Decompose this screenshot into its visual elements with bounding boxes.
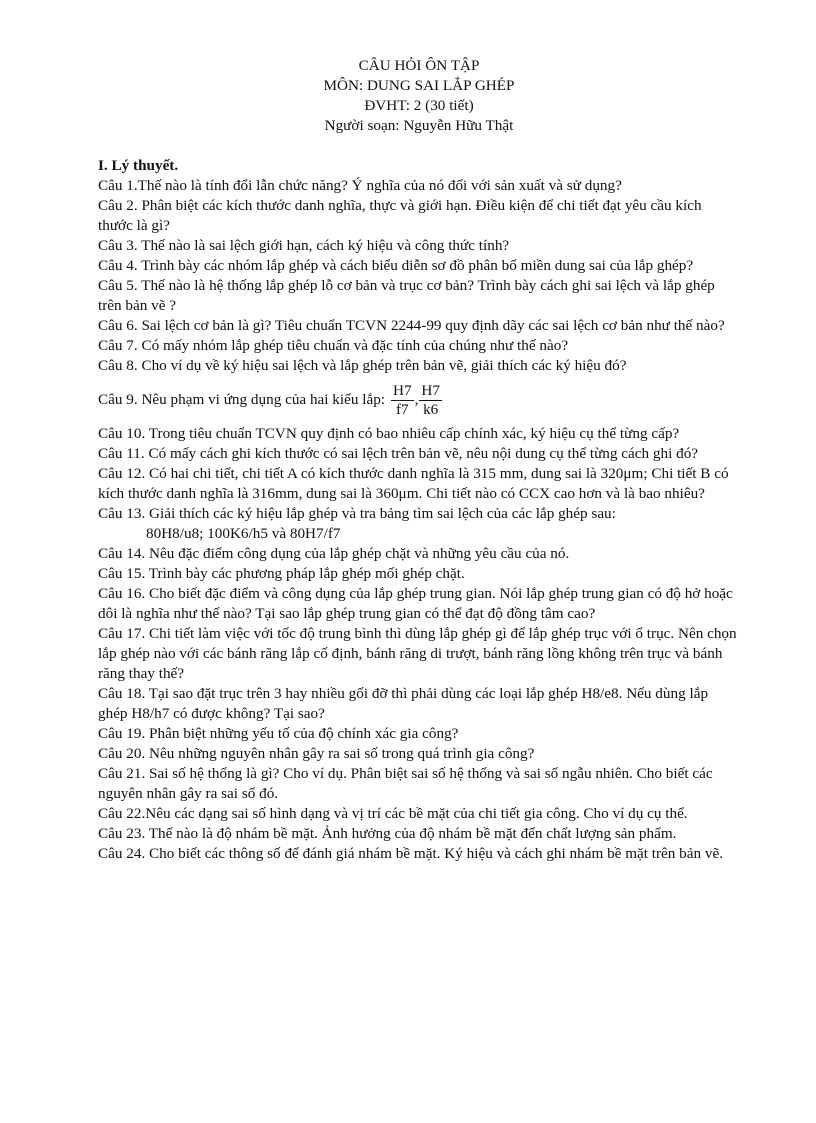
fit-1-shaft: f7 <box>395 400 409 418</box>
question-20: Câu 20. Nêu những nguyên nhân gây ra sai số trong quá trình gia công? <box>98 745 535 762</box>
question-16: Câu 16. Cho biết đặc điểm và công dụng của lắp ghép trung gian. Nói lắp ghép trung gian có độ hở hoặc dôi là nghĩa như thế nào? Tại sao lắp ghép trung gian có thể đạt độ đồng tâm cao? <box>98 585 733 622</box>
fit-fraction-1 <box>391 382 414 419</box>
document-title: CÂU HỎI ÔN TẬP <box>358 57 480 74</box>
question-3: Câu 3. Thế nào là sai lệch giới hạn, cách ký hiệu và công thức tính? <box>98 237 510 254</box>
question-9 <box>98 378 740 422</box>
section-heading: I. Lý thuyết. <box>98 157 179 174</box>
document-header <box>98 56 740 136</box>
fit-2-hole: H7 <box>421 381 440 399</box>
question-11: Câu 11. Có mấy cách ghi kích thước có sai lệch trên bản vẽ, nêu nội dung cụ thể từng cách ghi đó? <box>98 445 699 462</box>
question-23: Câu 23. Thế nào là độ nhám bề mặt. Ảnh hưởng của độ nhám bề mặt đến chất lượng sản phẩm. <box>98 825 677 842</box>
fraction-separator: , <box>414 391 419 408</box>
subject-line: MÔN: DUNG SAI LẮP GHÉP <box>323 77 515 94</box>
question-13-fits: 80H8/u8; 100K6/h5 và 80H7/f7 <box>146 525 341 542</box>
fit-fraction-2 <box>419 382 442 419</box>
question-22: Câu 22.Nêu các dạng sai số hình dạng và vị trí các bề mặt của chi tiết gia công. Cho ví dụ cụ thể. <box>98 805 688 822</box>
question-7: Câu 7. Có mấy nhóm lắp ghép tiêu chuẩn và đặc tính của chúng như thế nào? <box>98 337 569 354</box>
question-9-text: Câu 9. Nêu phạm vi ứng dụng của hai kiểu lắp: <box>98 391 386 408</box>
question-12: Câu 12. Có hai chi tiết, chi tiết A có kích thước danh nghĩa là 315 mm, dung sai là 320μm; Chi tiết B có kích thước danh nghĩa là 316mm, dung sai là 360μm. Chi tiết nào có CCX cao hơn và là bao nhiêu? <box>98 465 729 502</box>
fit-1-hole: H7 <box>393 381 412 399</box>
question-19: Câu 19. Phân biệt những yếu tố của độ chính xác gia công? <box>98 725 459 742</box>
question-15: Câu 15. Trình bày các phương pháp lắp ghép mối ghép chặt. <box>98 565 465 582</box>
author-line: Người soạn: Nguyễn Hữu Thật <box>324 117 514 134</box>
question-17: Câu 17. Chi tiết làm việc với tốc độ trung bình thì dùng lắp ghép gì để lắp ghép trục với ổ trục. Nên chọn lắp ghép nào với các bánh răng lắp cố định, bánh răng di trượt, bánh răng lồng không trên trục và bánh răng thay thế? <box>98 625 737 682</box>
question-14: Câu 14. Nêu đặc điểm công dụng của lắp ghép chặt và những yêu cầu của nó. <box>98 545 570 562</box>
question-4: Câu 4. Trình bày các nhóm lắp ghép và cách biểu diễn sơ đồ phân bố miền dung sai của lắp ghép? <box>98 257 694 274</box>
document-page <box>98 56 740 864</box>
question-6: Câu 6. Sai lệch cơ bản là gì? Tiêu chuẩn TCVN 2244-99 quy định dãy các sai lệch cơ bản như thế nào? <box>98 317 725 334</box>
question-24: Câu 24. Cho biết các thông số để đánh giá nhám bề mặt. Ký hiệu và cách ghi nhám bề mặt trên bản vẽ. <box>98 845 724 862</box>
credits-line: ĐVHT: 2 (30 tiết) <box>364 97 474 114</box>
question-10: Câu 10. Trong tiêu chuẩn TCVN quy định có bao nhiêu cấp chính xác, ký hiệu cụ thể từng cấp? <box>98 425 680 442</box>
question-13: Câu 13. Giải thích các ký hiệu lắp ghép và tra bảng tìm sai lệch của các lắp ghép sau: <box>98 505 616 522</box>
fit-2-shaft: k6 <box>423 400 439 418</box>
question-2: Câu 2. Phân biệt các kích thước danh nghĩa, thực và giới hạn. Điều kiện để chi tiết đạt yêu cầu kích thước là gì? <box>98 197 702 234</box>
question-18: Câu 18. Tại sao đặt trục trên 3 hay nhiều gối đỡ thì phải dùng các loại lắp ghép H8/e8. Nếu dùng lắp ghép H8/h7 có được không? Tại sao? <box>98 685 709 722</box>
question-21: Câu 21. Sai số hệ thống là gì? Cho ví dụ. Phân biệt sai số hệ thống và sai số ngẫu nhiên. Cho biết các nguyên nhân gây ra sai số đó. <box>98 765 713 802</box>
question-1: Câu 1.Thế nào là tính đổi lẫn chức năng? Ý nghĩa của nó đối với sản xuất và sử dụng? <box>98 177 622 194</box>
question-8: Câu 8. Cho ví dụ về ký hiệu sai lệch và lắp ghép trên bản vẽ, giải thích các ký hiệu đó? <box>98 357 627 374</box>
question-5: Câu 5. Thế nào là hệ thống lắp ghép lỗ cơ bản và trục cơ bản? Trình bày cách ghi sai lệch và lắp ghép trên bản vẽ ? <box>98 277 715 314</box>
